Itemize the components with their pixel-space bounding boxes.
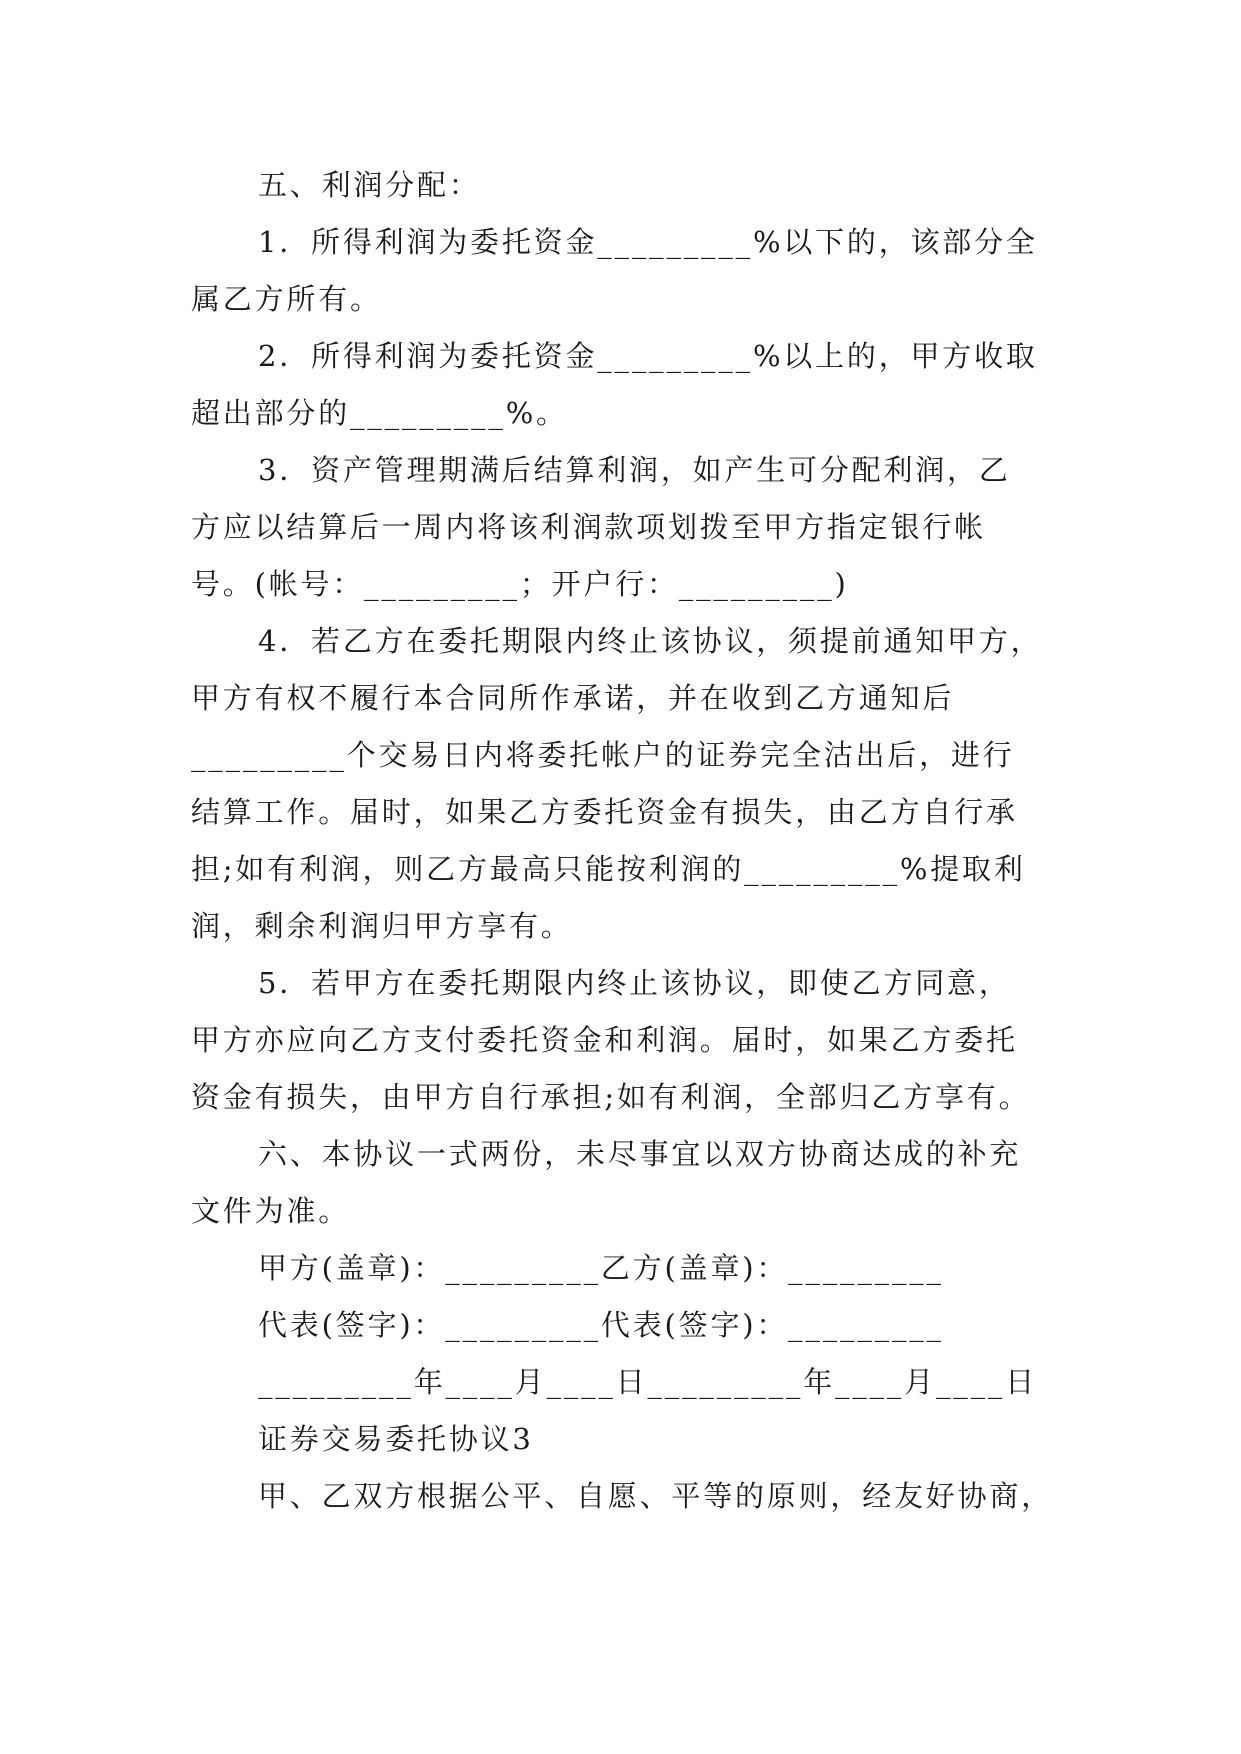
- paragraph-line: 甲、乙双方根据公平、自愿、平等的原则，经友好协商，: [258, 1479, 1054, 1513]
- agreement-title: 证券交易委托协议3: [258, 1422, 534, 1456]
- paragraph-line: 结算工作。届时，如果乙方委托资金有损失，由乙方自行承: [191, 795, 1018, 829]
- paragraph-line: 超出部分的_________%。: [191, 396, 568, 430]
- paragraph-line: 资金有损失，由甲方自行承担;如有利润，全部归乙方享有。: [191, 1080, 1031, 1114]
- signature-line-representative: 代表(签字)：_________代表(签字)：_________: [258, 1308, 944, 1342]
- paragraph-line: 甲方有权不履行本合同所作承诺，并在收到乙方通知后: [191, 681, 955, 715]
- paragraph-line: 5．若甲方在委托期限内终止该协议，即使乙方同意，: [258, 966, 1011, 1000]
- paragraph-line: 六、本协议一式两份，未尽事宜以双方协商达成的补充: [258, 1137, 1022, 1171]
- paragraph-line: 属乙方所有。: [191, 282, 382, 316]
- paragraph-line: 4．若乙方在委托期限内终止该协议，须提前通知甲方，: [258, 624, 1043, 658]
- paragraph-line: 方应以结算后一周内将该利润款项划拨至甲方指定银行帐: [191, 510, 987, 544]
- paragraph-line: 号。(帐号：_________；开户行：_________): [191, 567, 849, 601]
- signature-line-date: _________年____月____日_________年____月____日: [258, 1365, 1037, 1399]
- paragraph-line: 甲方亦应向乙方支付委托资金和利润。届时，如果乙方委托: [191, 1023, 1018, 1057]
- section-heading-profit-distribution: 五、利润分配：: [258, 168, 481, 202]
- paragraph-line: 润，剩余利润归甲方享有。: [191, 909, 573, 943]
- paragraph-line: 1．所得利润为委托资金_________%以下的，该部分全: [258, 225, 1038, 259]
- signature-line-seal: 甲方(盖章)：_________乙方(盖章)：_________: [258, 1251, 944, 1285]
- paragraph-line: 担;如有利润，则乙方最高只能按利润的_________%提取利: [191, 852, 1026, 886]
- paragraph-line: 3．资产管理期满后结算利润，如产生可分配利润，乙: [258, 453, 1011, 487]
- paragraph-line: _________个交易日内将委托帐户的证券完全沽出后，进行: [191, 738, 1015, 772]
- paragraph-line: 2．所得利润为委托资金_________%以上的，甲方收取: [258, 339, 1038, 373]
- paragraph-line: 文件为准。: [191, 1194, 351, 1228]
